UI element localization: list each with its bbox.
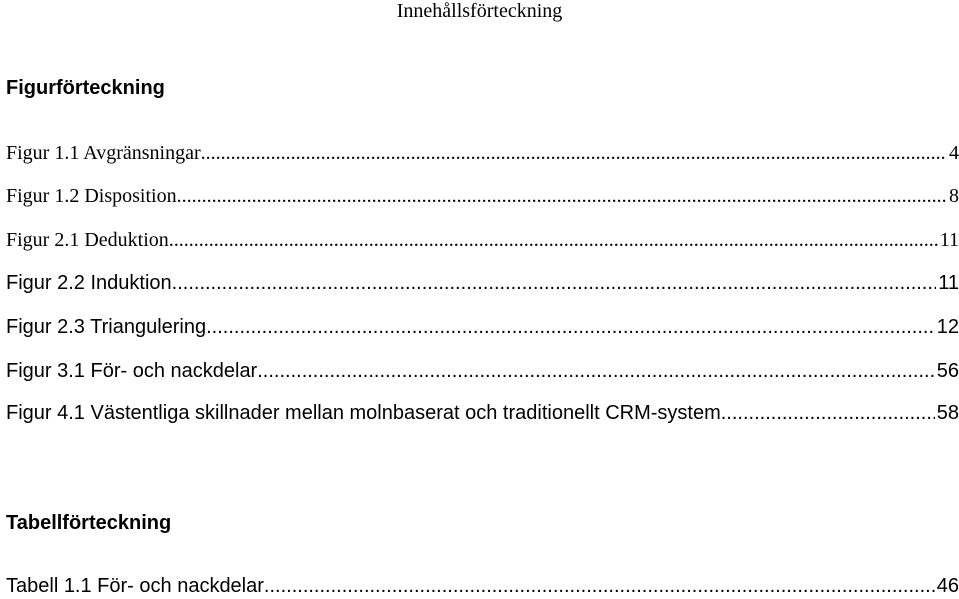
table-list-heading: Tabellförteckning: [6, 512, 172, 534]
toc-entry-figure-2-1[interactable]: [6, 227, 959, 253]
toc-entry-page: 46: [936, 575, 959, 597]
page-header: Innehållsförteckning: [396, 0, 563, 22]
toc-entry-figure-1-2[interactable]: [6, 183, 959, 209]
toc-entry-figure-3-1[interactable]: [6, 358, 959, 384]
toc-dot-leader: [206, 314, 935, 340]
toc-dot-leader: [172, 270, 937, 296]
toc-entry-label: Tabell 1.1 För- och nackdelar: [6, 575, 264, 597]
toc-entry-label: Figur 1.2 Disposition: [6, 185, 177, 207]
toc-entry-label: Figur 1.1 Avgränsningar: [6, 142, 201, 164]
toc-dot-leader: [721, 400, 935, 426]
toc-entry-figure-4-1[interactable]: [6, 400, 959, 426]
toc-entry-label: Figur 3.1 För- och nackdelar: [6, 360, 258, 382]
toc-entry-figure-2-3[interactable]: [6, 314, 959, 340]
toc-entry-page: 8: [949, 185, 959, 207]
toc-dot-leader: [201, 140, 947, 166]
toc-entry-table-1-1[interactable]: [6, 573, 959, 599]
toc-entry-page: 56: [936, 360, 959, 382]
toc-entry-label: Figur 2.3 Triangulering: [6, 316, 207, 338]
toc-entry-figure-2-2[interactable]: [6, 270, 959, 296]
toc-entry-label: Figur 4.1 Västentliga skillnader mellan molnbaserat och traditionellt CRM-system: [6, 402, 721, 424]
figure-list-heading: Figurförteckning: [6, 77, 165, 99]
toc-dot-leader: [264, 573, 935, 599]
toc-entry-page: 11: [939, 229, 959, 251]
toc-dot-leader: [177, 183, 947, 209]
toc-entry-page: 11: [938, 272, 959, 294]
toc-entry-label: Figur 2.1 Deduktion: [6, 229, 169, 251]
toc-dot-leader: [169, 227, 938, 253]
toc-entry-page: 58: [936, 402, 959, 424]
toc-entry-label: Figur 2.2 Induktion: [6, 272, 172, 294]
toc-dot-leader: [257, 358, 935, 384]
toc-entry-page: 4: [949, 142, 959, 164]
toc-entry-figure-1-1[interactable]: [6, 140, 959, 166]
toc-entry-page: 12: [936, 316, 959, 338]
